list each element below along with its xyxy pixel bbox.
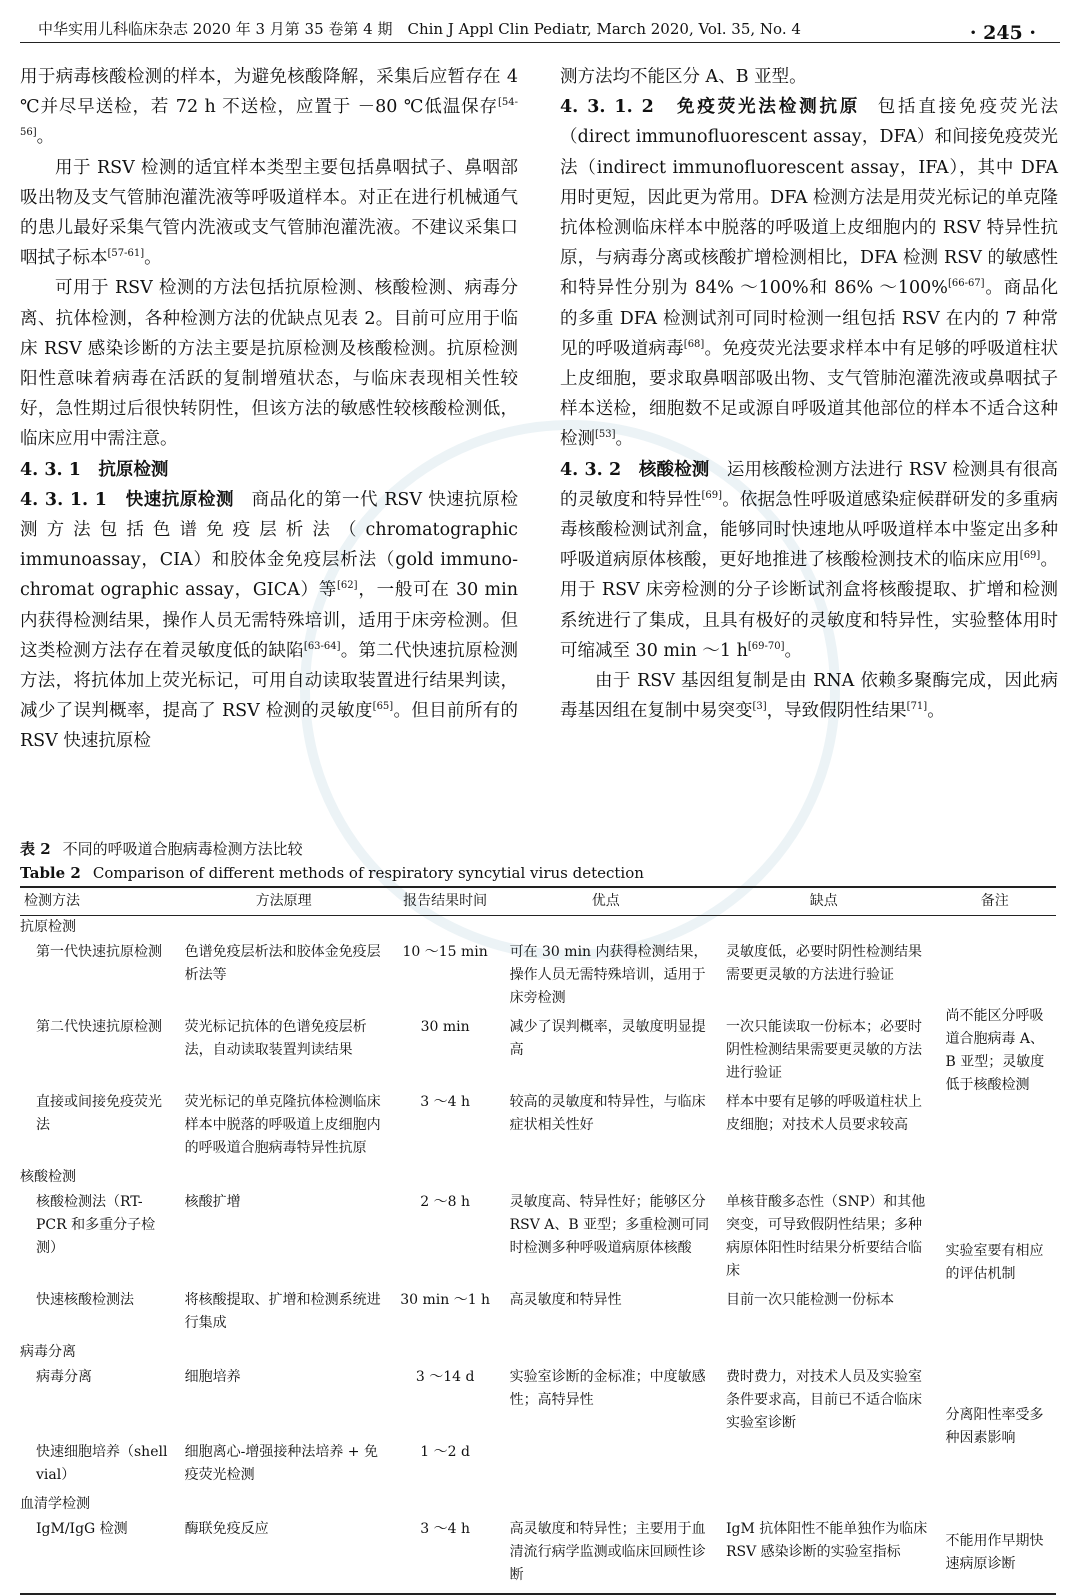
right-column (560, 62, 1058, 726)
table-row: 直接或间接免疫荧光法 荧光标记的单克隆抗体检测临床样本中脱落的呼吸道上皮细胞内的呼吸道合胞病毒特异性抗原 3 ～4 h 较高的灵敏度和特异性，与临床症状相关性好 样本中要有足够的呼吸道柱状上皮细胞；对技术人员要求较高 (36, 1094, 922, 1156)
journal-citation: 中华实用儿科临床杂志 2020 年 3 月第 35 卷第 4 期 Chin J Appl Clin Pediatr, March 2020, Vol. 35, No. 4 (38, 20, 801, 38)
section-heading: 4. 3. 1 抗原检测 (20, 459, 169, 480)
paragraph: 4. 3. 1. 2 免疫荧光法检测抗原 包括直接免疫荧光法（direct immunofluorescent assay，DFA）和间接免疫荧光法（indirect immunofluorescent assay，IFA），其中 DFA 用时更短，因此更为常用。DFA 检测方法是用荧光标记的单克隆抗体检测临床样本中脱落的呼吸道上皮细胞内的 RSV 特异性抗原，与病毒分离或核酸扩增检测相比，DFA 检测 RSV 的敏感性和特异性分别为 84% ～100%和 86% ～100%[66-67]。商品化的多重 DFA 检测试剂可同时检测一组包括 RSV 在内的 7 种常见的呼吸道病毒[68]。免疫荧光法要求样本中有足够的呼吸道柱状上皮细胞，要求取鼻咽部吸出物、支气管肺泡灌洗液或鼻咽拭子样本送检，细胞数不足或源自呼吸道其他部位的样本不适合这种检测[53]。 (560, 97, 1059, 450)
paragraph: 4. 3. 1. 1 快速抗原检测 商品化的第一代 RSV 快速抗原检测方法包括色谱免疫层析法（chromatographic immunoassay，CIA）和胶体金免疫层析法（gold immuno-chromat ographic assay，GICA）等[62]，一般可在 30 min 内获得检测结果，操作人员无需特殊培训，适用于床旁检测。但这类检测方法存在着灵敏度低的缺陷[63-64]。第二代快速抗原检测方法，将抗体加上荧光标记，可用自动读取装置进行结果判读，减少了误判概率，提高了 RSV 检测的灵敏度[65]。但目前所有的 RSV 快速抗原检 (20, 489, 519, 752)
paragraph: 测方法均不能区分 A、B 亚型。 (560, 67, 807, 87)
paragraph: 用于病毒核酸检测的样本，为避免核酸降解，采集后应暂存在 4 ℃并尽早送检，若 72 h 不送检，应置于 －80 ℃低温保存[54-56]。 (20, 67, 518, 148)
paragraph: 4. 3. 2 核酸检测 运用核酸检测方法进行 RSV 检测具有很高的灵敏度和特异性[69]。依据急性呼吸道感染症候群研发的多重病毒核酸检测试剂盒，能够同时快速地从呼吸道样本中鉴定出多种呼吸道病原体核酸，更好地推进了核酸检测技术的临床应用[69]。用于 RSV 床旁检测的分子诊断试剂盒将核酸提取、扩增和检测系统进行了集成，且具有极好的灵敏度和特异性，实验整体用时可缩减至 30 min ～1 h[69-70]。 (560, 459, 1059, 661)
paragraph: 由于 RSV 基因组复制是由 RNA 依赖多聚酶完成，因此病毒基因组在复制中易突变[3]，导致假阴性结果[71]。 (560, 671, 1058, 722)
paragraph: 用于 RSV 检测的适宜样本类型主要包括鼻咽拭子、鼻咽部吸出物及支气管肺泡灌洗液等呼吸道样本。对正在进行机械通气的患儿最好采集气管内洗液或支气管肺泡灌洗液。不建议采集口咽拭子标本[57-61]。 (20, 157, 518, 269)
table-row: 快速核酸检测法 将核酸提取、扩增和检测系统进行集成 30 min ～1 h 高灵敏度和特异性 目前一次只能检测一份标本 (36, 1292, 894, 1331)
comparison-table (20, 886, 1056, 1595)
table-row: IgM/IgG 检测 酶联免疫反应 3 ～4 h 高灵敏度和特异性；主要用于血清流行病学监测或临床回顾性诊断 IgM 抗体阳性不能单独作为临床 RSV 感染诊断的实验室指标 不能用作早期快速病原诊断 (20, 1518, 1056, 1594)
subsection-heading: 4. 3. 1. 2 免疫荧光法检测抗原 (560, 97, 861, 118)
table-row: 第一代快速抗原检测 色谱免疫层析法和胶体金免疫层析法等 10 ～15 min 可在 30 min 内获得检测结果，操作人员无需特殊培训，适用于床旁检测 灵敏度低，必要时阴性检测结果需要更灵敏的方法进行验证 尚不能区分呼吸道合胞病毒 A、B 亚型；灵敏度低于核酸检测 (36, 944, 1045, 1093)
table-header-row: 检测方法 方法原理 报告结果时间 优点 缺点 备注 (20, 887, 1056, 916)
table-group-row: 抗原检测 (20, 919, 76, 935)
page-number: · 245 · (969, 22, 1036, 44)
table-caption: 表 2 不同的呼吸道合胞病毒检测方法比较 Table 2 Comparison of different methods of respiratory syncytial virus detection (20, 840, 644, 882)
table-row: 快速细胞培养（shell vial） 细胞离心-增强接种法培养 + 免疫荧光检测 1 ～2 d (36, 1444, 470, 1483)
table-group-row: 血清学检测 (20, 1496, 90, 1512)
subsection-heading: 4. 3. 1. 1 快速抗原检测 (20, 489, 235, 510)
table-group-row: 核酸检测 (20, 1169, 76, 1185)
table-group-row: 病毒分离 (20, 1344, 76, 1360)
table-row: 病毒分离 细胞培养 3 ～14 d 实验室诊断的金标准；中度敏感性；高特异性 费时费力，对技术人员及实验室条件要求高，目前已不适合临床实验室诊断 分离阳性率受多种因素影响 (36, 1369, 1044, 1446)
paragraph: 可用于 RSV 检测的方法包括抗原检测、核酸检测、病毒分离、抗体检测，各种检测方法的优缺点见表 2。目前可应用于临床 RSV 感染诊断的方法主要是抗原检测及核酸检测。抗原检测阳性意味着病毒在活跃的复制增殖状态，与临床表现相关性较好，急性期过后很快转阴性，但该方法的敏感性较核酸检测低，临床应用中需注意。 (20, 278, 518, 450)
section-heading: 4. 3. 2 核酸检测 (560, 459, 710, 480)
left-column (20, 62, 518, 757)
running-header (20, 18, 1060, 43)
table-row: 核酸检测法（RT-PCR 和多重分子检测） 核酸扩增 2 ～8 h 灵敏度高、特异性好；能够区分 RSV A、B 亚型；多重检测可同时检测多种呼吸道病原体核酸 单核苷酸多态性（SNP）和其他突变，可导致假阴性结果；多种病原体阳性时结果分析要结合临床 实验室要有相应的评估机制 (36, 1194, 1044, 1282)
table-row: 第二代快速抗原检测 荧光标记抗体的色谱免疫层析法，自动读取装置判读结果 30 min 减少了误判概率，灵敏度明显提高 一次只能读取一份标本；必要时阴性检测结果需要更灵敏的方法进行验证 (36, 1019, 922, 1081)
